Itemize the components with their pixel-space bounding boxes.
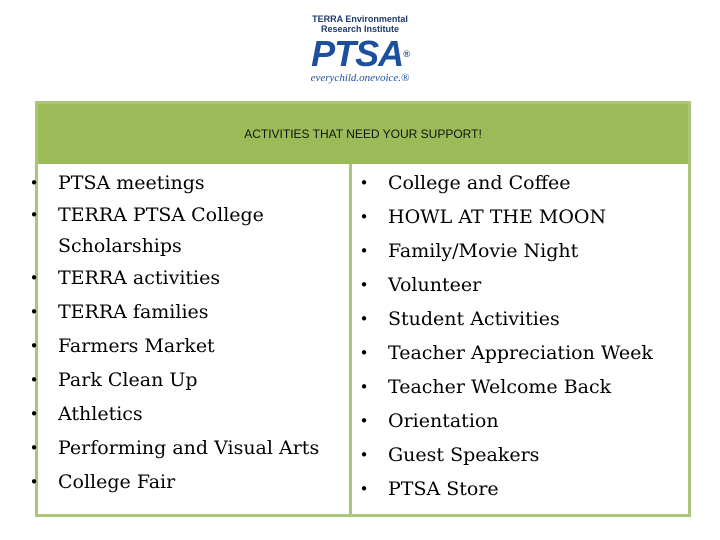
bullet-icon: • [359,276,369,294]
list-item-label: Guest Speakers [388,444,540,466]
bullet-icon: • [29,405,39,423]
list-item [24,261,319,295]
bullet-icon: • [359,446,369,464]
bullet-icon: • [359,174,369,192]
bullet-icon: • [359,378,369,396]
list-item [354,302,653,336]
bullet-icon: • [359,412,369,430]
bullet-icon: • [29,206,39,224]
list-item-label: College Fair [58,471,176,493]
list-item-label: PTSA Store [388,478,499,500]
list-item-label-continued: Scholarships [58,235,182,257]
list-item [24,397,319,431]
logo-tagline: everychild.onevoice.® [310,72,410,84]
right-activity-list [354,166,653,506]
bullet-icon: • [29,269,39,287]
bullet-icon: • [29,371,39,389]
bullet-icon: • [29,439,39,457]
logo-brand-text: PTSA [311,33,404,74]
list-item-label: Athletics [58,403,143,425]
list-item-label: College and Coffee [388,172,571,194]
list-item-label: HOWL AT THE MOON [388,206,607,228]
list-item [24,363,319,397]
list-item-label: TERRA activities [58,267,221,289]
list-item-label: PTSA meetings [58,172,205,194]
activities-table [29,101,691,517]
list-item-label: Volunteer [388,274,482,296]
left-column [24,164,352,514]
logo-org-line-2: Research Institute [320,24,400,34]
list-item [24,295,319,329]
list-item-label: Teacher Appreciation Week [388,342,653,364]
table-header: ACTIVITIES THAT NEED YOUR SUPPORT! [38,104,688,164]
list-item [24,329,319,363]
bullet-icon: • [359,310,369,328]
list-item [24,166,319,200]
list-item-label: TERRA PTSA College [58,204,264,226]
bullet-icon: • [29,303,39,321]
list-item [24,200,319,261]
bullet-icon: • [359,208,369,226]
left-activity-list [24,166,319,499]
logo-org-line-1: TERRA Environmental [312,14,408,24]
list-item-label: Student Activities [388,308,560,330]
list-item-label: Teacher Welcome Back [388,376,612,398]
list-item [354,472,653,506]
list-item [354,166,653,200]
bullet-icon: • [29,473,39,491]
list-item-label: Park Clean Up [58,369,198,391]
list-item [354,268,653,302]
list-item-label: TERRA families [58,301,209,323]
list-item [24,431,319,465]
list-item-label: Family/Movie Night [388,240,579,262]
list-item-label: Performing and Visual Arts [58,437,320,459]
bullet-icon: • [29,337,39,355]
list-item [354,234,653,268]
list-item [24,465,319,499]
bullet-icon: • [359,480,369,498]
list-item [354,438,653,472]
bullet-icon: • [359,242,369,260]
list-item [354,370,653,404]
list-item-label: Farmers Market [58,335,215,357]
bullet-icon: • [359,344,369,362]
list-item [354,336,653,370]
list-item [354,200,653,234]
logo-registered-mark: ® [403,49,409,59]
right-column [352,164,688,514]
ptsa-logo [280,14,440,94]
list-item-label: Orientation [388,410,499,432]
logo-brand [280,33,440,74]
bullet-icon: • [29,174,39,192]
list-item [354,404,653,438]
